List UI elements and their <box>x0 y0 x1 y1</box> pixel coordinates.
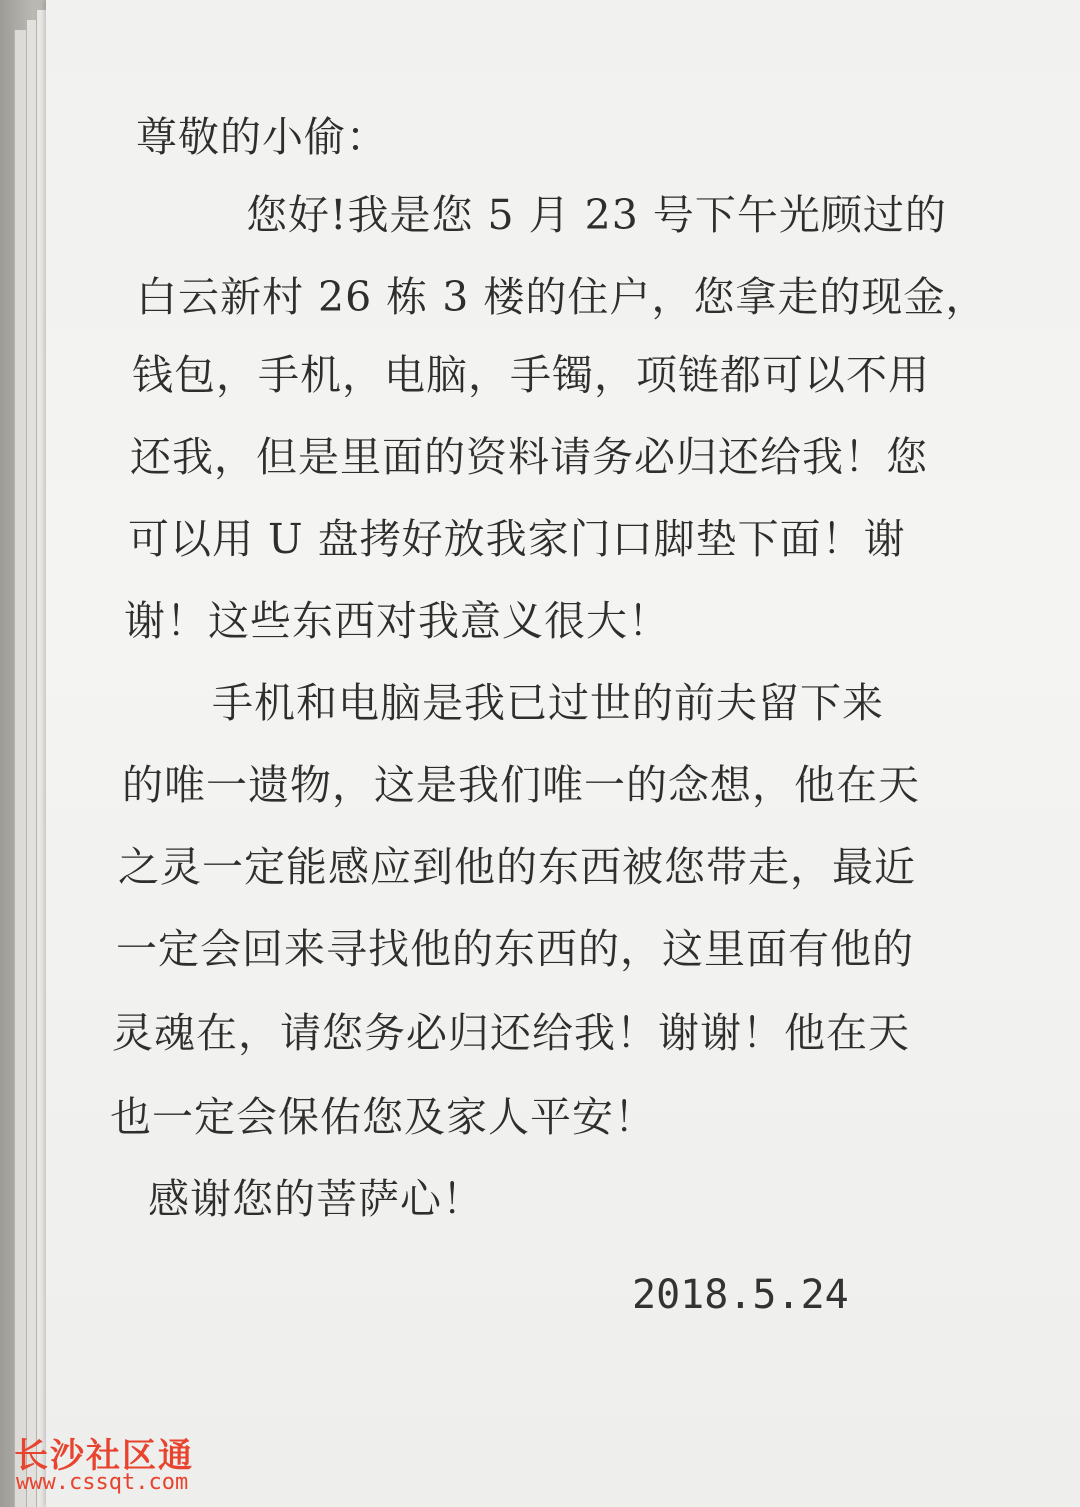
site-watermark <box>14 1428 274 1498</box>
letter-line: 钱包，手机，电脑，手镯，项链都可以不用 <box>132 351 930 399</box>
letter-line: 白云新村 26 栋 3 楼的住户，您拿走的现金， <box>136 273 988 321</box>
letter-line: 谢！这些东西对我意义很大！ <box>124 597 670 645</box>
letter-line: 也一定会保佑您及家人平安！ <box>110 1093 656 1141</box>
letter-salutation: 尊敬的小偷： <box>136 113 388 161</box>
letter-line: 一定会回来寻找他的东西的，这里面有他的 <box>116 925 914 973</box>
letter-line: 灵魂在，请您务必归还给我！谢谢！他在天 <box>112 1009 910 1057</box>
letter-line: 之灵一定能感应到他的东西被您带走，最近 <box>118 843 916 891</box>
letter-closing: 感谢您的菩萨心！ <box>148 1175 484 1223</box>
letter-line: 的唯一遗物，这是我们唯一的念想，他在天 <box>122 761 920 809</box>
letter-line: 还我，但是里面的资料请务必归还给我！您 <box>130 433 928 481</box>
letter-line: 您好!我是您 5 月 23 号下午光顾过的 <box>246 191 947 239</box>
watermark-url: www.cssqt.com <box>16 1470 189 1495</box>
letter-line: 可以用 U 盘拷好放我家门口脚垫下面！谢 <box>128 515 906 563</box>
letter-line: 手机和电脑是我已过世的前夫留下来 <box>212 679 884 727</box>
letter-date: 2018.5.24 <box>632 1272 849 1318</box>
watermark-title: 长沙社区通 <box>14 1436 194 1476</box>
